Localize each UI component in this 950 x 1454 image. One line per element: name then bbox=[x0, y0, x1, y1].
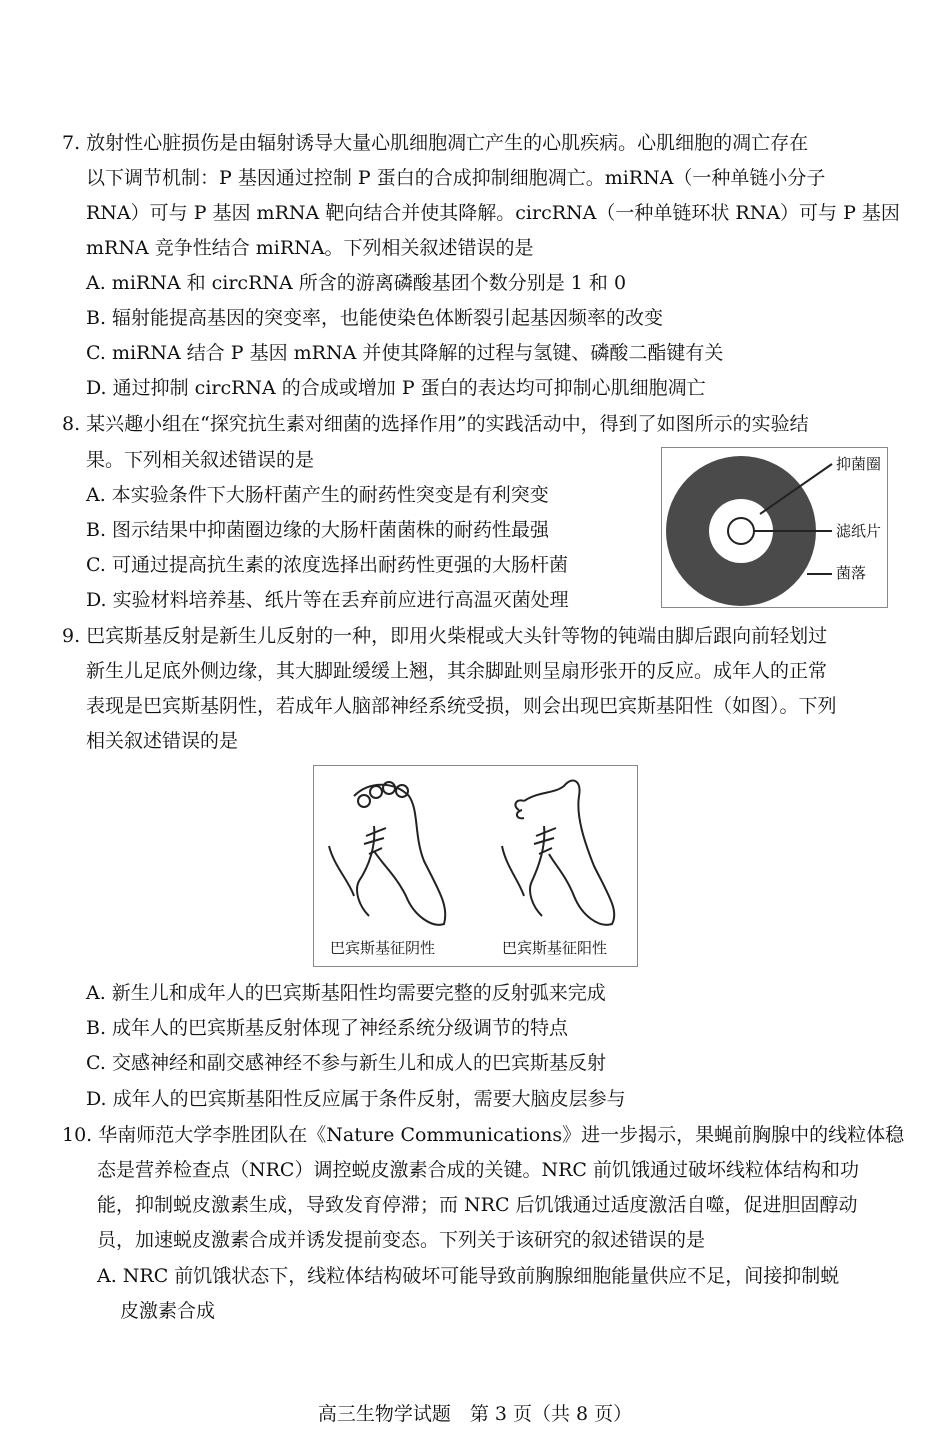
filter-paper-disc bbox=[728, 518, 754, 544]
label-colony: 菌落 bbox=[836, 564, 867, 582]
q9-stem-line-4: 相关叙述错误的是 bbox=[86, 730, 239, 752]
q8-option-b: B. 图示结果中抑菌圈边缘的大肠杆菌菌株的耐药性最强 bbox=[86, 519, 550, 541]
q10-stem-line-2: 态是营养检查点（NRC）调控蜕皮激素合成的关键。NRC 前饥饿通过破坏线粒体结构和功 bbox=[97, 1159, 859, 1181]
babinski-figure bbox=[313, 765, 638, 967]
q7-option-b: B. 辐射能提高基因的突变率，也能使染色体断裂引起基因频率的改变 bbox=[86, 307, 664, 329]
q7-stem-line-1: 7. 放射性心脏损伤是由辐射诱导大量心肌细胞凋亡产生的心肌疾病。心肌细胞的凋亡存在 bbox=[62, 132, 809, 154]
q9-option-a: A. 新生儿和成年人的巴宾斯基阳性均需要完整的反射弧来完成 bbox=[86, 982, 606, 1004]
q9-option-c: C. 交感神经和副交感神经不参与新生儿和成人的巴宾斯基反射 bbox=[86, 1052, 606, 1074]
q7-option-a: A. miRNA 和 circRNA 所含的游离磷酸基团个数分别是 1 和 0 bbox=[86, 272, 627, 294]
q7-stem-line-2: 以下调节机制：P 基因通过控制 P 蛋白的合成抑制细胞凋亡。miRNA（一种单链小分子 bbox=[86, 167, 826, 189]
q9-stem-line-2: 新生儿足底外侧边缘，其大脚趾缓缓上翘，其余脚趾则呈扇形张开的反应。成年人的正常 bbox=[86, 660, 828, 682]
petri-dish-figure bbox=[661, 447, 888, 608]
foot-positive-drawing bbox=[502, 781, 614, 925]
q8-stem-line-1: 8. 某兴趣小组在“探究抗生素对细菌的选择作用”的实践活动中，得到了如图所示的实验结 bbox=[62, 413, 809, 435]
q10-option-a: A. NRC 前饥饿状态下，线粒体结构破坏可能导致前胸腺细胞能量供应不足，间接抑制蜕 bbox=[97, 1265, 840, 1287]
q9-stem-line-1: 9. 巴宾斯基反射是新生儿反射的一种，即用火柴棍或大头针等物的钝端由脚后跟向前轻划过 bbox=[62, 625, 828, 647]
q7-option-c: C. miRNA 结合 P 基因 mRNA 并使其降解的过程与氢键、磷酸二酯键有关 bbox=[86, 342, 724, 364]
q9-option-d: D. 成年人的巴宾斯基阳性反应属于条件反射，需要大脑皮层参与 bbox=[86, 1088, 626, 1110]
q10-stem-line-4: 员，加速蜕皮激素合成并诱发提前变态。下列关于该研究的叙述错误的是 bbox=[97, 1229, 706, 1251]
q9-option-b: B. 成年人的巴宾斯基反射体现了神经系统分级调节的特点 bbox=[86, 1017, 569, 1039]
q10-stem-line-3: 能，抑制蜕皮激素生成，导致发育停滞；而 NRC 后饥饿通过适度激活自噬，促进胆固醇动 bbox=[97, 1194, 858, 1216]
q8-option-c: C. 可通过提高抗生素的浓度选择出耐药性更强的大肠杆菌 bbox=[86, 554, 568, 576]
q8-option-a: A. 本实验条件下大肠杆菌产生的耐药性突变是有利突变 bbox=[86, 484, 549, 506]
q9-stem-line-3: 表现是巴宾斯基阴性，若成年人脑部神经系统受损，则会出现巴宾斯基阳性（如图）。下列 bbox=[86, 695, 837, 717]
q10-stem-line-1: 10. 华南师范大学李胜团队在《Nature Communications》进一步揭示，果蝇前胸腺中的线粒体稳 bbox=[62, 1124, 905, 1146]
label-babinski-negative: 巴宾斯基征阴性 bbox=[330, 939, 436, 957]
label-babinski-positive: 巴宾斯基征阳性 bbox=[502, 939, 608, 957]
q8-option-d: D. 实验材料培养基、纸片等在丢弃前应进行高温灭菌处理 bbox=[86, 589, 569, 611]
foot-negative-drawing bbox=[329, 782, 445, 925]
page-footer: 高三生物学试题 第 3 页（共 8 页） bbox=[317, 1403, 633, 1425]
label-filter-paper: 滤纸片 bbox=[836, 522, 882, 540]
q10-option-a-continued: 皮激素合成 bbox=[120, 1300, 216, 1322]
q7-stem-line-3: RNA）可与 P 基因 mRNA 靶向结合并使其降解。circRNA（一种单链环状 RNA）可与 P 基因 bbox=[86, 202, 900, 224]
label-inhibition-zone: 抑菌圈 bbox=[836, 455, 882, 473]
q7-stem-line-4: mRNA 竞争性结合 miRNA。下列相关叙述错误的是 bbox=[86, 237, 534, 259]
q8-stem-line-2: 果。下列相关叙述错误的是 bbox=[86, 449, 315, 471]
q7-option-d: D. 通过抑制 circRNA 的合成或增加 P 蛋白的表达均可抑制心肌细胞凋亡 bbox=[86, 377, 706, 399]
babinski-foot-drawings bbox=[314, 766, 637, 936]
